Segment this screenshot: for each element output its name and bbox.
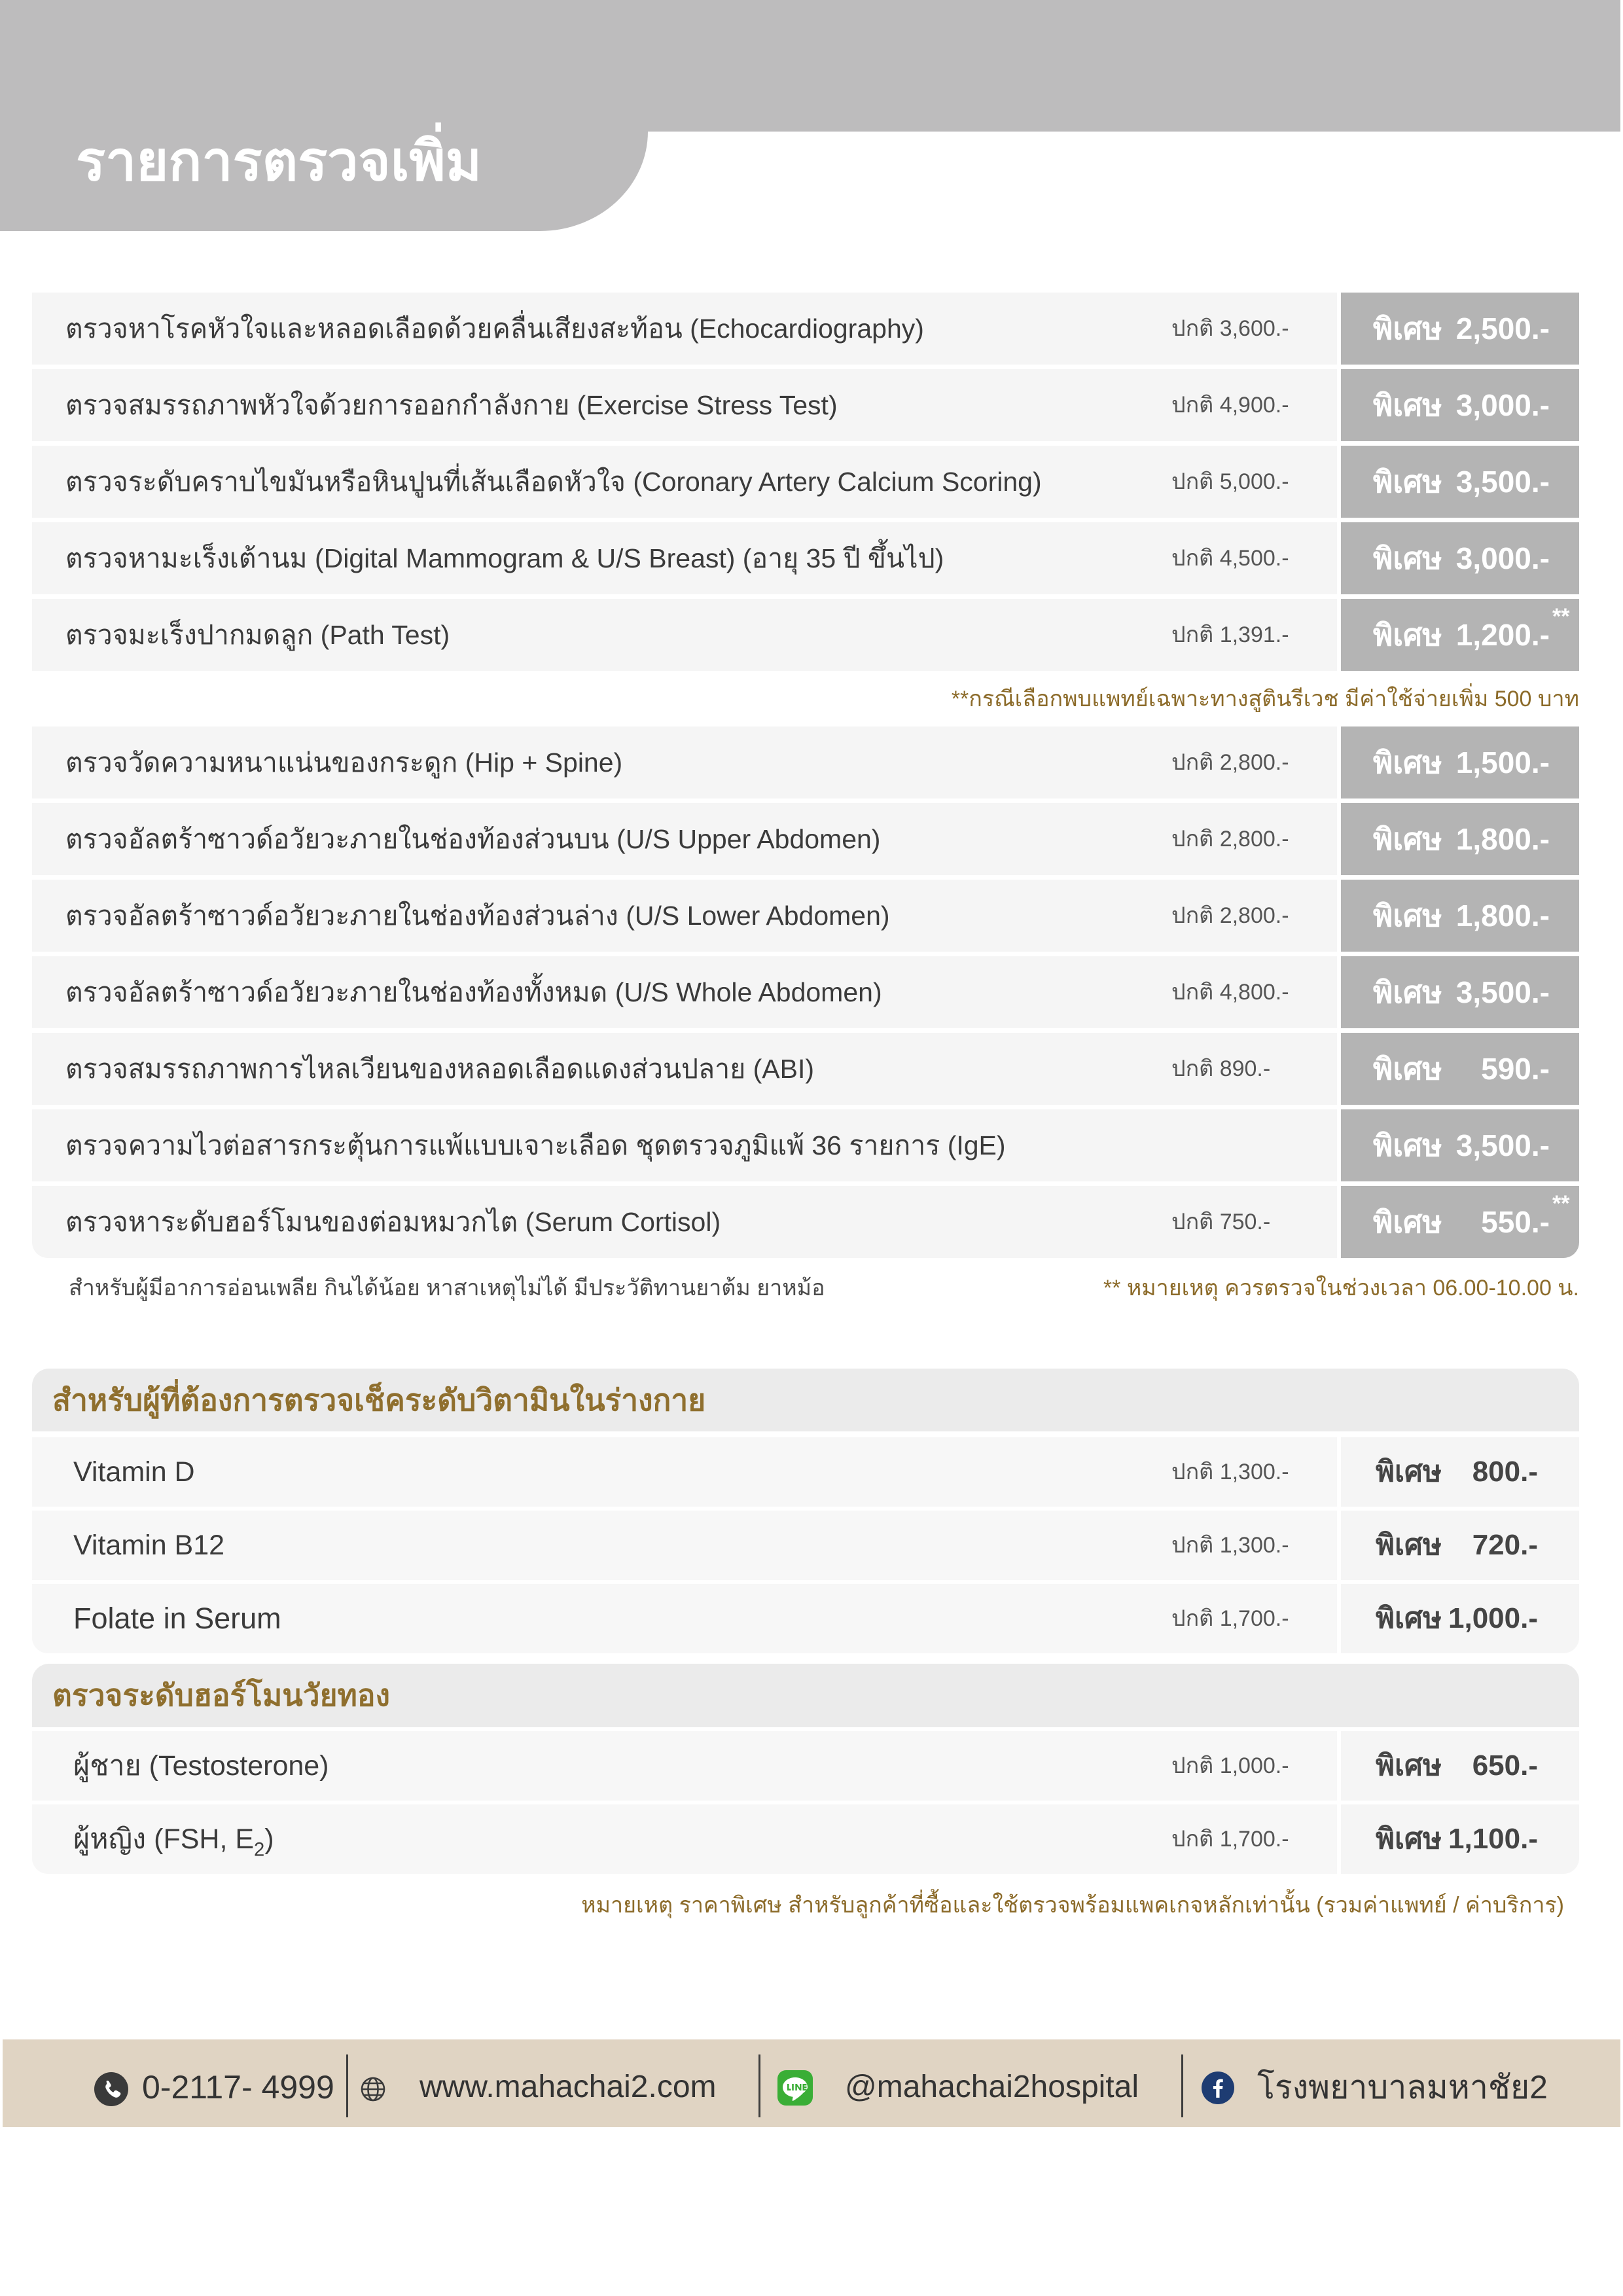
regular-price: ปกติ 2,800.- [1171,903,1289,928]
subscript: 2 [254,1839,265,1861]
test-name: ผู้ชาย (Testosterone) [73,1750,329,1782]
vitamin-row-body [32,1437,1337,1507]
special-price-tag [1341,599,1579,671]
special-price-tag [1341,1109,1579,1181]
regular-price: ปกติ 1,300.- [1171,1533,1289,1558]
test-name-suffix: ) [264,1823,274,1855]
exam-name: ตรวจหาระดับฮอร์โมนของต่อมหมวกไต (Serum Cortisol) [65,1207,721,1237]
special-label: พิเศษ [1373,541,1442,575]
contact-bar [3,2039,1620,2127]
regular-price: ปกติ 4,500.- [1171,546,1289,571]
facebook-icon [1202,2072,1234,2108]
exam-row-body [32,1109,1337,1181]
section-header-hormones [32,1664,1579,1727]
exam-name: ตรวจอัลตร้าซาวด์อวัยวะภายในช่องท้องทั้งหมด (U/S Whole Abdomen) [65,977,882,1007]
special-label: พิเศษ [1373,1052,1442,1086]
vitamin-row-body [32,1584,1337,1653]
exam-row-body [32,1033,1337,1105]
special-label: พิเศษ [1373,312,1442,346]
special-price: 1,000.- [1448,1602,1538,1634]
note-cortisol-timing: ** หมายเหตุ ควรตรวจในช่วงเวลา 06.00-10.00 น. [1103,1276,1579,1300]
special-price-tag [1341,1186,1579,1258]
special-price-tag [1341,1731,1579,1801]
section-header-vitamins [32,1369,1579,1431]
special-price: 1,800.- [1455,822,1550,856]
regular-price: ปกติ 4,900.- [1171,393,1289,418]
facebook-page: โรงพยาบาลมหาชัย2 [1257,2069,1548,2106]
special-price: 3,500.- [1455,975,1550,1009]
regular-price: ปกติ 1,000.- [1171,1753,1289,1778]
exam-list-part-2 [32,726,1579,1263]
test-name-text: ผู้หญิง (FSH, E [73,1823,255,1855]
special-label: พิเศษ [1376,1749,1442,1782]
special-label: พิเศษ [1373,822,1442,856]
special-label: พิเศษ [1373,899,1442,933]
exam-row-body [32,803,1337,875]
special-label: พิเศษ [1376,1456,1442,1488]
divider [758,2054,760,2117]
test-name: Folate in Serum [73,1602,281,1635]
special-label: พิเศษ [1373,1205,1442,1239]
special-price-tag [1341,880,1579,952]
special-price: 3,000.- [1455,541,1550,575]
hormone-list [32,1731,1579,1878]
special-label: พิเศษ [1376,1529,1442,1561]
vitamin-row [32,1511,1579,1580]
exam-name: ตรวจหามะเร็งเต้านม (Digital Mammogram & U/S Breast) (อายุ 35 ปี ขึ้นไป) [65,543,944,573]
website: www.mahachai2.com [419,2070,717,2104]
special-price: 550.- [1481,1205,1550,1239]
regular-price: ปกติ 4,800.- [1171,980,1289,1005]
page-title: รายการตรวจเพิ่ม [76,130,482,192]
special-price: 720.- [1472,1529,1538,1561]
exam-row-body [32,446,1337,518]
special-label: พิเศษ [1373,745,1442,780]
regular-price: ปกติ 1,700.- [1171,1827,1289,1852]
special-price-tag [1341,1033,1579,1105]
regular-price: ปกติ 1,391.- [1171,622,1289,647]
globe-icon [360,2076,386,2106]
line-account: @mahachai2hospital [845,2070,1139,2104]
special-price: 800.- [1472,1456,1538,1488]
divider [1181,2054,1183,2117]
special-label: พิเศษ [1373,1128,1442,1162]
vitamin-row [32,1584,1579,1653]
phone-icon [94,2072,128,2109]
footnote-mark: ** [1552,1191,1570,1216]
divider [346,2054,348,2117]
exam-row [32,293,1579,365]
special-price: 2,500.- [1455,312,1550,346]
regular-price: ปกติ 5,000.- [1171,469,1289,494]
exam-name: ตรวจอัลตร้าซาวด์อวัยวะภายในช่องท้องส่วนล่าง (U/S Lower Abdomen) [65,901,890,931]
special-price-tag [1341,1584,1579,1653]
footer-note: หมายเหตุ ราคาพิเศษ สำหรับลูกค้าที่ซื้อและใช้ตรวจพร้อมแพคเกจหลักเท่านั้น (รวมค่าแพทย์ / ค่าบริการ) [581,1893,1564,1918]
regular-price: ปกติ 3,600.- [1171,316,1289,341]
vitamin-row-body [32,1511,1337,1580]
vitamin-row [32,1437,1579,1507]
phone-number: 0-2117- 4999 [142,2069,334,2106]
exam-row-body [32,956,1337,1028]
special-price-tag [1341,1511,1579,1580]
exam-row [32,1109,1579,1181]
exam-name: ตรวจวัดความหนาแน่นของกระดูก (Hip + Spine) [65,747,623,778]
special-price-tag [1341,522,1579,594]
special-price-tag [1341,803,1579,875]
exam-name: ตรวจความไวต่อสารกระตุ้นการแพ้แบบเจาะเลือด ชุดตรวจภูมิแพ้ 36 รายการ (IgE) [65,1130,1006,1160]
special-label: พิเศษ [1373,975,1442,1009]
exam-row [32,1186,1579,1258]
special-price: 1,100.- [1448,1823,1538,1855]
hormone-row-body [32,1804,1337,1874]
special-label: พิเศษ [1376,1602,1442,1634]
special-price: 650.- [1472,1749,1538,1782]
exam-row-body [32,599,1337,671]
exam-row-body [32,293,1337,365]
hormone-row-body [32,1731,1337,1801]
special-label: พิเศษ [1373,618,1442,652]
exam-row [32,880,1579,952]
exam-name: ตรวจระดับคราบไขมันหรือหินปูนที่เส้นเลือดหัวใจ (Coronary Artery Calcium Scoring) [65,467,1042,497]
exam-row [32,446,1579,518]
exam-row [32,599,1579,671]
special-price-tag [1341,293,1579,365]
exam-row [32,956,1579,1028]
exam-name: ตรวจมะเร็งปากมดลูก (Path Test) [65,620,450,650]
vitamin-list [32,1437,1579,1657]
exam-name: ตรวจอัลตร้าซาวด์อวัยวะภายในช่องท้องส่วนบน (U/S Upper Abdomen) [65,824,881,854]
exam-name: ตรวจสมรรถภาพการไหลเวียนของหลอดเลือดแดงส่วนปลาย (ABI) [65,1054,814,1084]
test-name: Vitamin B12 [73,1530,225,1561]
header-tab [0,0,648,231]
special-price: 590.- [1481,1052,1550,1086]
exam-list-part-1 [32,293,1579,675]
special-price: 3,500.- [1455,1128,1550,1162]
test-name [73,1804,274,1874]
hormone-row [32,1731,1579,1801]
section-title: สำหรับผู้ที่ต้องการตรวจเช็คระดับวิตามินในร่างกาย [52,1383,706,1417]
regular-price: ปกติ 2,800.- [1171,827,1289,852]
note-gynecology: **กรณีเลือกพบแพทย์เฉพาะทางสูตินรีเวช มีค่าใช้จ่ายเพิ่ม 500 บาท [951,687,1579,711]
exam-name: ตรวจสมรรถภาพหัวใจด้วยการออกกำลังกาย (Exercise Stress Test) [65,390,838,420]
exam-row-body [32,369,1337,441]
line-icon [777,2070,813,2109]
special-price-tag [1341,1804,1579,1874]
special-label: พิเศษ [1373,388,1442,422]
exam-name: ตรวจหาโรคหัวใจและหลอดเลือดด้วยคลื่นเสียงสะท้อน (Echocardiography) [65,314,924,344]
special-price: 1,500.- [1455,745,1550,780]
hormone-row [32,1804,1579,1874]
special-price: 3,500.- [1455,465,1550,499]
regular-price: ปกติ 1,300.- [1171,1460,1289,1484]
regular-price: ปกติ 750.- [1171,1210,1271,1234]
special-price: 3,000.- [1455,388,1550,422]
exam-row [32,1033,1579,1105]
special-price-tag [1341,1437,1579,1507]
special-price-tag [1341,956,1579,1028]
special-price: 1,200.- [1455,618,1550,652]
special-label: พิเศษ [1373,465,1442,499]
special-label: พิเศษ [1376,1823,1442,1855]
note-cortisol-for: สำหรับผู้มีอาการอ่อนเพลีย กินได้น้อย หาสาเหตุไม่ได้ มีประวัติทานยาต้ม ยาหม้อ [69,1276,825,1300]
exam-row [32,522,1579,594]
special-price-tag [1341,726,1579,798]
exam-row-body [32,880,1337,952]
regular-price: ปกติ 890.- [1171,1056,1271,1081]
special-price-tag [1341,369,1579,441]
exam-row [32,369,1579,441]
exam-row-body [32,1186,1337,1258]
test-name: Vitamin D [73,1456,195,1488]
exam-row [32,726,1579,798]
exam-row-body [32,726,1337,798]
special-price: 1,800.- [1455,899,1550,933]
exam-row [32,803,1579,875]
regular-price: ปกติ 2,800.- [1171,750,1289,775]
section-title: ตรวจระดับฮอร์โมนวัยทอง [52,1678,390,1712]
footnote-mark: ** [1552,604,1570,629]
regular-price: ปกติ 1,700.- [1171,1606,1289,1631]
special-price-tag [1341,446,1579,518]
exam-row-body [32,522,1337,594]
